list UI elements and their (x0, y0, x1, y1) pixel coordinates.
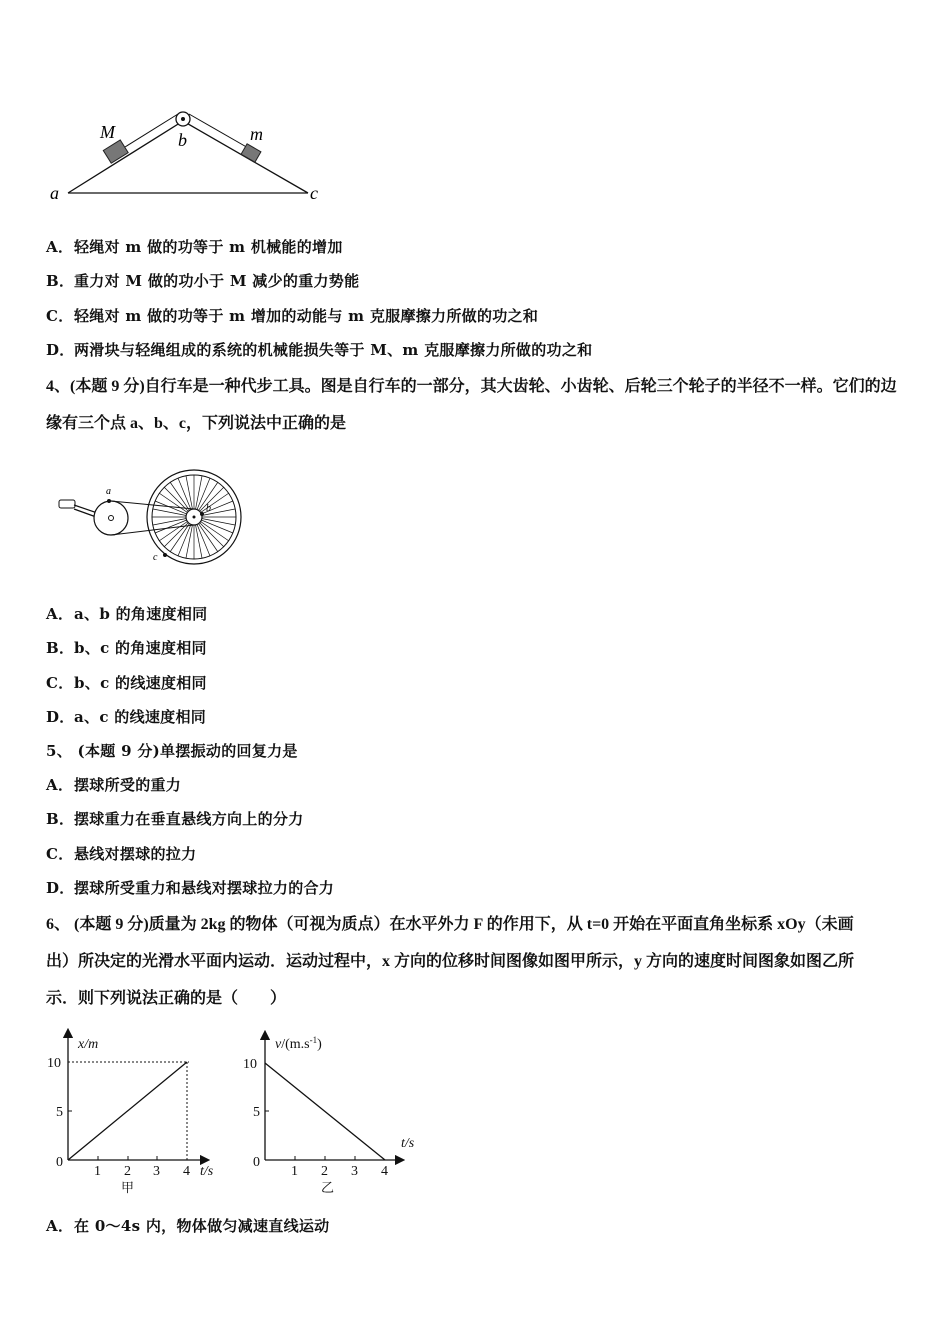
x-tick-4: 4 (381, 1164, 388, 1179)
v-t-line (265, 1063, 385, 1160)
q6-stem-line2: 出）所决定的光滑水平面内运动．运动过程中，x 方向的位移时间图像如图甲所示，y 方向的速度时间图象如图乙所 (46, 953, 855, 970)
x-tick-3: 3 (351, 1164, 358, 1179)
x-tick-1: 1 (291, 1164, 298, 1179)
label-c: c (310, 183, 318, 203)
y-tick-10: 10 (243, 1057, 257, 1072)
q3-incline-figure (40, 100, 340, 210)
q4-option-a: A．a、b 的角速度相同 (46, 605, 208, 623)
q6-option-a: A．在 0～4s 内，物体做匀减速直线运动 (46, 1217, 330, 1235)
q5-option-a: A．摆球所受的重力 (46, 776, 182, 794)
q5-option-b: B．摆球重力在垂直悬线方向上的分力 (46, 810, 304, 828)
origin-label: 0 (56, 1155, 63, 1170)
q3-option-b: B．重力对 M 做的功小于 M 减少的重力势能 (46, 272, 360, 290)
x-t-line (68, 1062, 187, 1160)
q5-option-d: D．摆球所受重力和悬线对摆球拉力的合力 (46, 879, 335, 897)
x-tick-2: 2 (124, 1164, 131, 1179)
q4-stem-line1: 4、(本题 9 分)自行车是一种代步工具。图是自行车的一部分，其大齿轮、小齿轮、后轮三个轮子的半径不一样。它们的边 (46, 378, 897, 395)
q6-stem-line1: 6、 (本题 9 分)质量为 2kg 的物体（可视为质点）在水平外力 F 的作用下，从 t=0 开始在平面直角坐标系 xOy（未画 (46, 916, 854, 933)
y-axis-label: $v/(m.s^{-1})$ (275, 1035, 322, 1052)
chart-jia-x-t (40, 1025, 235, 1200)
x-tick-2: 2 (321, 1164, 328, 1179)
q5-stem: 5、 (本题 9 分)单摆振动的回复力是 (46, 742, 298, 760)
y-tick-5: 5 (253, 1105, 260, 1120)
origin-label: 0 (253, 1155, 260, 1170)
label-c: c (153, 552, 158, 563)
label-b: b (178, 130, 187, 150)
y-tick-5: 5 (56, 1105, 63, 1120)
q4-stem-line2: 缘有三个点 a、b、c，下列说法中正确的是 (46, 415, 347, 432)
y-tick-10: 10 (47, 1056, 61, 1071)
chart-title: 甲 (121, 1180, 135, 1195)
chart-title: 乙 (321, 1180, 335, 1195)
x-tick-4: 4 (183, 1164, 190, 1179)
q4-bicycle-figure (50, 460, 250, 570)
y-axis-label: x/m (78, 1037, 99, 1052)
q4-option-b: B．b、c 的角速度相同 (46, 639, 207, 657)
q4-option-c: C．b、c 的线速度相同 (46, 674, 207, 692)
q3-option-c: C．轻绳对 m 做的功等于 m 增加的动能与 m 克服摩擦力所做的功之和 (46, 307, 539, 325)
label-m: m (250, 124, 263, 144)
q5-option-c: C．悬线对摆球的拉力 (46, 845, 197, 863)
label-M: M (100, 122, 115, 142)
q3-option-a: A．轻绳对 m 做的功等于 m 机械能的增加 (46, 238, 343, 256)
label-b: b (206, 503, 211, 514)
q6-stem-line3: 示．则下列说法正确的是（ ） (46, 990, 287, 1007)
label-a: a (106, 486, 111, 497)
q3-option-d: D．两滑块与轻绳组成的系统的机械能损失等于 M、m 克服摩擦力所做的功之和 (46, 341, 593, 359)
x-tick-1: 1 (94, 1164, 101, 1179)
x-tick-3: 3 (153, 1164, 160, 1179)
x-axis-label: t/s (200, 1164, 214, 1179)
label-a: a (50, 183, 59, 203)
x-axis-label: t/s (401, 1136, 415, 1151)
chart-yi-v-t (235, 1025, 425, 1200)
q4-option-d: D．a、c 的线速度相同 (46, 708, 207, 726)
